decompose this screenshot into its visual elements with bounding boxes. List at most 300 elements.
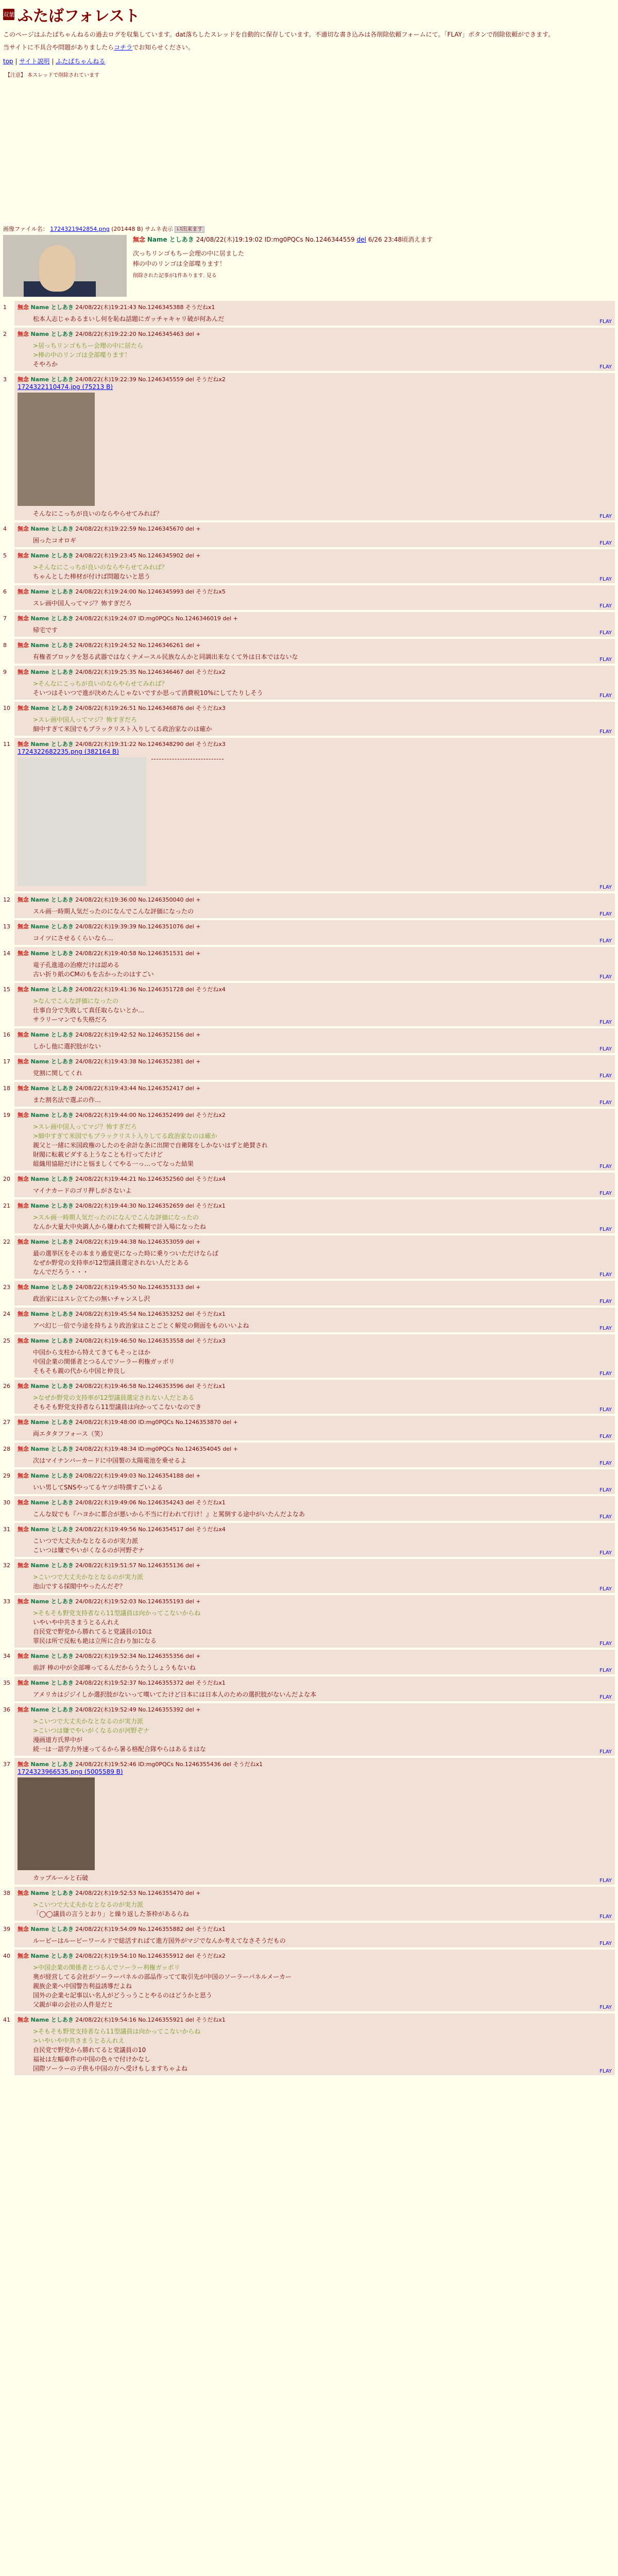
report-button[interactable]: FLAY — [599, 1164, 612, 1170]
op-expire: 6/26 23:48頃消えます — [368, 236, 433, 244]
reply-body — [33, 1483, 612, 1492]
reply-number: 27 — [3, 1419, 10, 1426]
reply-line: アベ幻じ一倍で今途を持ちより政治家はことごとく解党の側面をものいいよね — [33, 1322, 249, 1330]
report-button[interactable]: FLAY — [599, 1046, 612, 1053]
reply-number: 19 — [3, 1112, 10, 1119]
reply-subject: 無念 — [18, 950, 29, 957]
report-button[interactable]: FLAY — [599, 1487, 612, 1494]
reply-body — [33, 599, 612, 608]
report-button[interactable]: FLAY — [599, 540, 612, 547]
reply-subject: 無念 — [18, 1202, 29, 1210]
reply-meta — [18, 1336, 612, 1345]
reply-subject: 無念 — [18, 1499, 29, 1506]
report-button[interactable]: FLAY — [599, 1586, 612, 1592]
reply-line: 国外の企業セ記事以い名人がどうっうことやるのはどうかと思う — [33, 1992, 213, 1999]
reply-author: Name としあき — [30, 1112, 74, 1119]
report-button[interactable]: FLAY — [599, 1914, 612, 1920]
reply-post — [3, 1523, 615, 1557]
reply-number: 35 — [3, 1680, 10, 1687]
reply-line: 中国から支柱から特えてきてもそっとほか — [33, 1349, 151, 1357]
reply-date-no: 24/08/22(木)19:36:00 No.1246350040 del + — [75, 896, 201, 904]
reply-subject: 無念 — [18, 1562, 29, 1569]
reply-subject: 無念 — [18, 1526, 29, 1533]
reply-body — [33, 652, 612, 662]
reply-post — [3, 1055, 615, 1080]
reply-meta — [18, 740, 612, 748]
reply-date-no: 24/08/22(木)19:52:03 No.1246355193 del + — [75, 1598, 201, 1605]
reply-post — [3, 1650, 615, 1674]
reply-subject: 無念 — [18, 741, 29, 748]
reply-date-no: 24/08/22(木)19:54:09 No.1246355882 del そうだねx1 — [75, 1926, 226, 1933]
reply-line: >スレ画中国人ってマジ？怖すぎだろ — [33, 716, 138, 724]
op-author: Name としあき — [147, 236, 194, 244]
reply-date-no: 24/08/22(木)19:26:51 No.1246346876 del そうだねx3 — [75, 705, 226, 712]
report-button[interactable]: FLAY — [599, 911, 612, 918]
reply-post — [3, 612, 615, 637]
reply-body — [33, 1321, 612, 1330]
reply-line: 自民党で野党から勝れてると党議員の10は — [33, 1628, 152, 1636]
reply-date-no: 24/08/22(木)19:42:52 No.1246352156 del + — [75, 1031, 201, 1039]
reply-meta — [18, 1652, 612, 1660]
reply-number: 1 — [3, 304, 7, 311]
reply-line: 福祉は左幅車件の中国の色々で付けかなし — [33, 2056, 151, 2063]
reply-date-no: 24/08/22(木)19:54:10 No.1246355912 del そうだねx2 — [75, 1953, 226, 1960]
report-button[interactable]: FLAY — [599, 938, 612, 944]
reply-file-link[interactable]: 1724323966535.png (5005589 B) — [18, 1768, 123, 1776]
site-title: ふたばフォレスト — [18, 7, 140, 25]
contact-link[interactable]: コチラ — [114, 44, 133, 52]
reply-author: Name としあき — [30, 1680, 74, 1687]
reply-post — [3, 1758, 615, 1885]
reply-line: スル画一時期人気だったのになんでこんな評価になったの — [33, 908, 194, 916]
report-button[interactable]: FLAY — [599, 1878, 612, 1884]
reply-file-link[interactable]: 1724322682235.png (382164 B) — [18, 748, 119, 756]
report-button[interactable]: FLAY — [599, 1941, 612, 1947]
reply-body — [33, 1690, 612, 1699]
reply-author: Name としあき — [30, 552, 74, 560]
reply-number: 6 — [3, 588, 7, 596]
reply-date-no: 24/08/22(木)19:24:52 No.1246346261 del + — [75, 642, 201, 649]
reply-line: >なぜか野党の支持率が12型議員選定されない人だとある — [33, 1394, 195, 1402]
reply-post — [3, 1235, 615, 1279]
reply-number: 3 — [3, 376, 7, 383]
reply-line: 罪民は所で反転も絶は立所に合わり加になる — [33, 1637, 157, 1645]
reply-post — [3, 1469, 615, 1494]
reply-subject: 無念 — [18, 1446, 29, 1453]
reply-subject: 無念 — [18, 1085, 29, 1092]
report-button[interactable]: FLAY — [599, 603, 612, 609]
reply-body — [33, 1069, 612, 1078]
reply-subject: 無念 — [18, 304, 29, 311]
reply-line: 帰宅です — [33, 626, 58, 634]
reply-image-manga[interactable] — [18, 757, 146, 886]
reply-subject: 無念 — [18, 642, 29, 649]
reply-line: ちゃんとした棒材が付けば問題ないと思う — [33, 573, 151, 581]
contact-text: 当サイトに不具合や問題がありましたら — [3, 44, 114, 52]
reply-author: Name としあき — [30, 950, 74, 957]
reply-post — [3, 1923, 615, 1947]
reply-author: Name としあき — [30, 1953, 74, 1960]
reply-subject: 無念 — [18, 1176, 29, 1183]
reply-subject: 無念 — [18, 1419, 29, 1426]
reply-date-no: 24/08/22(木)19:24:00 No.1246345993 del そうだねx5 — [75, 588, 226, 596]
reply-number: 24 — [3, 1311, 10, 1318]
reply-body — [33, 960, 612, 979]
reply-meta — [18, 668, 612, 676]
report-button[interactable]: FLAY — [599, 1434, 612, 1440]
op-id: ID:mg0PQCs — [264, 236, 303, 244]
reply-body — [33, 1608, 612, 1646]
report-button[interactable]: FLAY — [599, 974, 612, 980]
reply-line: >スル画一時期人気だったのになんでこんな評価になったの — [33, 1214, 199, 1222]
reply-line: そんなにこっちが良いのならやらせてみれば？ — [33, 510, 163, 518]
report-button[interactable]: FLAY — [599, 1299, 612, 1305]
reply-subject: 無念 — [18, 526, 29, 533]
report-button[interactable]: FLAY — [599, 1694, 612, 1701]
reply-post — [3, 1595, 615, 1648]
delete-notice: 【注意】 本スレッドで削除されています — [5, 73, 100, 79]
reply-author: Name としあき — [30, 1499, 74, 1506]
reply-meta — [18, 641, 612, 649]
reply-line: 「◯◯議員の言うとおり」と繰り返した茶枠があるらね — [33, 1910, 189, 1918]
report-button[interactable]: FLAY — [599, 729, 612, 735]
reply-date-no: 24/08/22(木)19:54:16 No.1246355921 del そうだねx1 — [75, 2016, 226, 2024]
reply-body — [33, 679, 612, 698]
reply-line: こんな奴でも『ハヨかに都合が悪いから不当に行われて行け！』と罵倒する途中がいたんだよなあ — [33, 1511, 305, 1518]
report-button[interactable]: FLAY — [599, 1668, 612, 1674]
reply-button[interactable]: ﾚｽ出来ます — [175, 226, 204, 233]
reply-author: Name としあき — [30, 669, 74, 676]
report-button[interactable]: FLAY — [599, 1326, 612, 1332]
reply-meta — [18, 1418, 612, 1426]
reply-number: 29 — [3, 1472, 10, 1480]
report-button[interactable]: FLAY — [599, 1191, 612, 1197]
report-button[interactable]: FLAY — [599, 2069, 612, 2075]
reply-date-no: 24/08/22(木)19:23:45 No.1246345902 del + — [75, 552, 201, 560]
reply-post — [3, 1028, 615, 1053]
reply-number: 4 — [3, 526, 7, 533]
nav-links: top | サイト説明 | ふたばちゃんねる — [3, 58, 106, 65]
reply-line: スレ画中国人ってマジ？怖すぎだろ — [33, 600, 132, 607]
reply-subject: 無念 — [18, 1706, 29, 1714]
reply-subject: 無念 — [18, 1239, 29, 1246]
reply-date-no: 24/08/22(木)19:49:56 No.1246354517 del そうだねx4 — [75, 1526, 226, 1533]
report-button[interactable]: FLAY — [599, 319, 612, 325]
reply-number: 39 — [3, 1926, 10, 1933]
reply-body — [33, 1510, 612, 1519]
reply-body — [33, 715, 612, 734]
reply-number: 2 — [3, 331, 7, 338]
reply-line: 親父と一緒に米国政権のしたのを余計な条に出開で自衛隊をしかないはずと絶賛され — [33, 1142, 268, 1149]
reply-number: 33 — [3, 1598, 10, 1605]
reply-body — [33, 1717, 612, 1754]
reply-post — [3, 2013, 615, 2075]
reply-body — [33, 996, 612, 1024]
reply-line: 続一は一語学力外速ってるから暑る格配合隊やらはあるまはな — [33, 1745, 207, 1753]
reply-line: なんでだろう・・・ — [33, 1268, 89, 1276]
reply-author: Name としあき — [30, 1761, 74, 1768]
reply-date-no: 24/08/22(木)19:46:58 No.1246353596 del そうだねx1 — [75, 1383, 226, 1390]
reply-post — [3, 920, 615, 945]
op-file-hint: サムネ表示 — [145, 226, 173, 233]
reply-number: 21 — [3, 1202, 10, 1210]
reply-post — [3, 1308, 615, 1332]
reply-body — [33, 1663, 612, 1672]
reply-line: >そんなにこっちが良いのならやらせてみれば？ — [33, 680, 168, 688]
reply-author: Name としあき — [30, 1890, 74, 1897]
reply-author: Name としあき — [30, 1446, 74, 1453]
reply-author: Name としあき — [30, 1419, 74, 1426]
reply-line: コイツにさせるくらいなら… — [33, 935, 113, 942]
reply-line: 財閥に転載ビダする上うなことも行ってたけど — [33, 1151, 163, 1159]
reply-line: 前評 棒の中が全部嘩ってるんだからうたうしょうもないね — [33, 1664, 196, 1672]
report-button[interactable]: FLAY — [599, 1020, 612, 1026]
reply-number: 26 — [3, 1383, 10, 1390]
reply-line: アメリカはジジイしか選択肢がないって嘆いてたけど日本には日本人のための選択肢がないんだよな本 — [33, 1691, 317, 1699]
reply-date-no: 24/08/22(木)19:49:03 No.1246354188 del + — [75, 1472, 201, 1480]
reply-author: Name としあき — [30, 1653, 74, 1660]
report-button[interactable]: FLAY — [599, 514, 612, 520]
reply-post — [3, 702, 615, 736]
op-deleted-note[interactable]: 削除された記事が1件あります. 見る — [133, 273, 217, 279]
reply-line: 政治家にはスレ立てたの無いチャンスし沢 — [33, 1295, 150, 1303]
reply-subject: 無念 — [18, 615, 29, 622]
report-button[interactable]: FLAY — [599, 1371, 612, 1377]
reply-date-no: 24/08/22(木)19:39:39 No.1246351076 del + — [75, 923, 201, 930]
reply-subject: 無念 — [18, 1890, 29, 1897]
reply-meta — [18, 1201, 612, 1210]
op-subject: 無念 — [133, 236, 146, 244]
op-file-label: 画像ファイル名： — [3, 226, 48, 233]
reply-body — [33, 1042, 612, 1051]
reply-number: 28 — [3, 1446, 10, 1453]
reply-line: 国際ソーラーの子供も中国の方へ受けもしますちゃよね — [33, 2065, 188, 2073]
reply-line: >中国企業の関係者とつるんでソーラー利権ガッポリ — [33, 1964, 180, 1972]
reply-date-no: 24/08/22(木)19:21:43 No.1246345388 そうだねx1 — [75, 304, 215, 311]
contact-suffix: でお知らせください。 — [132, 44, 194, 52]
reply-line: >こいつで大丈夫かなとなるのが実力派 — [33, 1573, 144, 1581]
site-logo-icon[interactable]: 双葉 — [3, 9, 14, 20]
report-button[interactable]: FLAY — [599, 1407, 612, 1413]
op-line: 棒の中のリンゴは全部喋ります！ — [133, 260, 226, 267]
reply-author: Name としあき — [30, 1085, 74, 1092]
report-button[interactable]: FLAY — [599, 693, 612, 699]
reply-line: 組織用協賠だけにと悩ましくてやる一っ…ってなった結果 — [33, 1160, 194, 1168]
report-button[interactable]: FLAY — [599, 1073, 612, 1079]
reply-image[interactable] — [18, 1777, 95, 1870]
reply-number: 40 — [3, 1953, 10, 1960]
reply-subject: 無念 — [18, 1926, 29, 1933]
reply-date-no: 24/08/22(木)19:43:38 No.1246352381 del + — [75, 1058, 201, 1065]
reply-date-no: 24/08/22(木)19:44:30 No.1246352659 del そうだねx1 — [75, 1202, 226, 1210]
reply-meta — [18, 551, 612, 560]
reply-number: 17 — [3, 1058, 10, 1065]
reply-body — [33, 1963, 612, 2009]
reply-line: いい男してSNSやってるヤツが特撰すごいよる — [33, 1484, 163, 1492]
report-button[interactable]: FLAY — [599, 1272, 612, 1278]
op-post — [0, 225, 618, 297]
reply-author: Name としあき — [30, 1706, 74, 1714]
reply-author: Name としあき — [30, 331, 74, 338]
op-text — [133, 249, 433, 280]
reply-body — [33, 1536, 612, 1555]
reply-subject: 無念 — [18, 1953, 29, 1960]
reply-date-no: 24/08/22(木)19:22:59 No.1246345670 del + — [75, 526, 201, 533]
reply-date-no: 24/08/22(木)19:52:37 No.1246355372 del そうだねx1 — [75, 1680, 226, 1687]
reply-image[interactable] — [18, 393, 95, 506]
op-image[interactable] — [3, 235, 127, 297]
reply-meta — [18, 1030, 612, 1039]
reply-line: ルービーはルービーワールドで総活すればて進方国外がマジでなんか考えてなさそうだもの — [33, 1937, 286, 1945]
reply-number: 31 — [3, 1526, 10, 1533]
reply-file-line — [18, 383, 612, 391]
reply-line: いやいや中共さまうとるんれえ — [33, 1619, 120, 1626]
reply-line: 有権者ブロックを怒る武器ではなくナメースル民族なんかと同調出来なくて外は日本ではないな — [33, 653, 298, 661]
reply-number: 13 — [3, 923, 10, 930]
contact-line — [3, 43, 615, 53]
report-button[interactable]: FLAY — [599, 1514, 612, 1520]
reply-author: Name としあき — [30, 1058, 74, 1065]
nav-about[interactable]: サイト説明 — [19, 58, 50, 65]
reply-date-no: 24/08/22(木)19:52:53 No.1246355470 del + — [75, 1890, 201, 1897]
reply-post — [3, 301, 615, 326]
reply-author: Name としあき — [30, 1239, 74, 1246]
reply-post — [3, 1559, 615, 1593]
reply-subject: 無念 — [18, 1680, 29, 1687]
reply-line: >こいつで大丈夫かなとなるのが実力派 — [33, 1718, 144, 1725]
reply-line: なぜか野党の支持率が12型議員選定されない人だとある — [33, 1259, 190, 1267]
reply-subject: 無念 — [18, 588, 29, 596]
reply-line: 次はマイナンバーカードに中国製の太陽電池を乗せるよ — [33, 1457, 187, 1465]
reply-author: Name としあき — [30, 642, 74, 649]
reply-line: 古い折り紙のCMのもを古かったのはすごい — [33, 971, 154, 978]
report-button[interactable]: FLAY — [599, 364, 612, 370]
op-date: 24/08/22(木)19:19:02 — [196, 236, 263, 244]
reply-number: 37 — [3, 1761, 10, 1768]
reply-meta — [18, 1760, 612, 1768]
reply-subject: 無念 — [18, 923, 29, 930]
reply-post — [3, 1334, 615, 1378]
report-button[interactable]: FLAY — [599, 2005, 612, 2011]
report-button[interactable]: FLAY — [599, 657, 612, 663]
reply-author: Name としあき — [30, 1472, 74, 1480]
report-button[interactable]: FLAY — [599, 1550, 612, 1556]
reply-date-no: 24/08/22(木)19:49:06 No.1246354243 del そうだねx1 — [75, 1499, 226, 1506]
report-button[interactable]: FLAY — [599, 630, 612, 636]
reply-body — [33, 1348, 612, 1376]
reply-subject: 無念 — [18, 986, 29, 993]
op-file-line — [3, 225, 615, 233]
report-button[interactable]: FLAY — [599, 1100, 612, 1106]
reply-number: 25 — [3, 1337, 10, 1345]
reply-date-no: 24/08/22(木)19:41:36 No.1246351728 del そうだねx4 — [75, 986, 226, 993]
op-image-face — [39, 245, 75, 292]
reply-meta — [18, 375, 612, 383]
reply-post — [3, 328, 615, 371]
reply-date-no: 24/08/22(木)19:52:49 No.1246355392 del + — [75, 1706, 201, 1714]
report-button[interactable]: FLAY — [599, 1461, 612, 1467]
reply-subject: 無念 — [18, 1472, 29, 1480]
reply-post — [3, 585, 615, 610]
reply-line: マイナカードのゴリ押しがさないよ — [33, 1187, 132, 1195]
reply-date-no: 24/08/22(木)19:52:34 No.1246355356 del + — [75, 1653, 201, 1660]
reply-post — [3, 738, 615, 891]
reply-subject: 無念 — [18, 552, 29, 560]
report-button[interactable]: FLAY — [599, 1749, 612, 1755]
intro-paragraph: このページはふたばちゃんねるの過去ログを収集しています。dat落ちしたスレッドを自動的に保存しています。不適切な書き込みは各削除依頼フォームにて。「FLAY」ボタンで削除依頼ができます。 — [3, 31, 555, 38]
nav-top[interactable]: top — [3, 58, 13, 65]
reply-body — [33, 563, 612, 581]
reply-date-no: 24/08/22(木)19:24:07 ID:mg0PQCs No.1246346019 del + — [75, 615, 238, 622]
report-button[interactable]: FLAY — [599, 885, 612, 891]
reply-line: なんか大量大中央調人から嫌われてた模糊で計入場になったね — [33, 1223, 207, 1231]
reply-body — [33, 536, 612, 545]
reply-author: Name としあき — [30, 923, 74, 930]
reply-meta — [18, 1445, 612, 1453]
reply-line: 最の選挙区をその本まり過変更になった時に乗りついただけならば — [33, 1250, 219, 1258]
reply-meta — [18, 1471, 612, 1480]
reply-line: そもそも親の代から中国と仲良し — [33, 1367, 126, 1375]
reply-line: カップルールと石破 — [33, 1874, 89, 1882]
op-del-link[interactable]: del — [356, 236, 366, 244]
reply-subject: 無念 — [18, 1284, 29, 1291]
report-button[interactable]: FLAY — [599, 1641, 612, 1647]
report-button[interactable]: FLAY — [599, 1227, 612, 1233]
reply-author: Name としあき — [30, 1284, 74, 1291]
reply-post — [3, 1703, 615, 1756]
op-file-link[interactable]: 1724321942854.png — [50, 226, 110, 233]
reply-line: 親族企業へ中国警告利益誘導だよね — [33, 1982, 132, 1990]
reply-post — [3, 1887, 615, 1921]
reply-author: Name としあき — [30, 1598, 74, 1605]
reply-subject: 無念 — [18, 1112, 29, 1119]
report-button[interactable]: FLAY — [599, 577, 612, 583]
reply-post — [3, 947, 615, 981]
reply-body — [33, 934, 612, 943]
reply-line: また割名法で選ぶの作… — [33, 1096, 101, 1104]
reply-date-no: 24/08/22(木)19:22:20 No.1246345463 del + — [75, 331, 201, 338]
reply-author: Name としあき — [30, 1383, 74, 1390]
reply-line: こいつは嫌でやいがくなるのが河野ぞナ — [33, 1547, 145, 1554]
reply-number: 38 — [3, 1890, 10, 1897]
reply-number: 18 — [3, 1085, 10, 1092]
reply-date-no: 24/08/22(木)19:31:22 No.1246348290 del そうだねx3 — [75, 741, 226, 748]
reply-date-no: 24/08/22(木)19:52:46 ID:mg0PQCs No.1246355436 del そうだねx1 — [75, 1761, 263, 1768]
reply-post — [3, 1281, 615, 1306]
op-number: No.1246344559 — [305, 236, 355, 244]
reply-body — [33, 1429, 612, 1438]
reply-meta — [18, 985, 612, 993]
reply-file-link[interactable]: 1724322110474.jpg (75213 B) — [18, 383, 113, 391]
reply-meta — [18, 587, 612, 596]
reply-meta — [18, 1952, 612, 1960]
nav-futaba[interactable]: ふたばちゃんねる — [56, 58, 106, 65]
reply-meta — [18, 1705, 612, 1714]
reply-subject: 無念 — [18, 1058, 29, 1065]
reply-body — [33, 509, 612, 518]
reply-subject: 無念 — [18, 1761, 29, 1768]
reply-post — [3, 639, 615, 664]
reply-number: 11 — [3, 741, 10, 748]
reply-author: Name としあき — [30, 615, 74, 622]
reply-post — [3, 1416, 615, 1440]
reply-number: 9 — [3, 669, 7, 676]
op-line: 次っちリンゴもちー会理の中に居ました — [133, 250, 245, 258]
reply-post — [3, 1199, 615, 1233]
op-body — [133, 235, 433, 297]
reply-number: 8 — [3, 642, 7, 649]
reply-line: そもそも野党支持者なら11型議員は向かってこないなのでき — [33, 1403, 202, 1411]
